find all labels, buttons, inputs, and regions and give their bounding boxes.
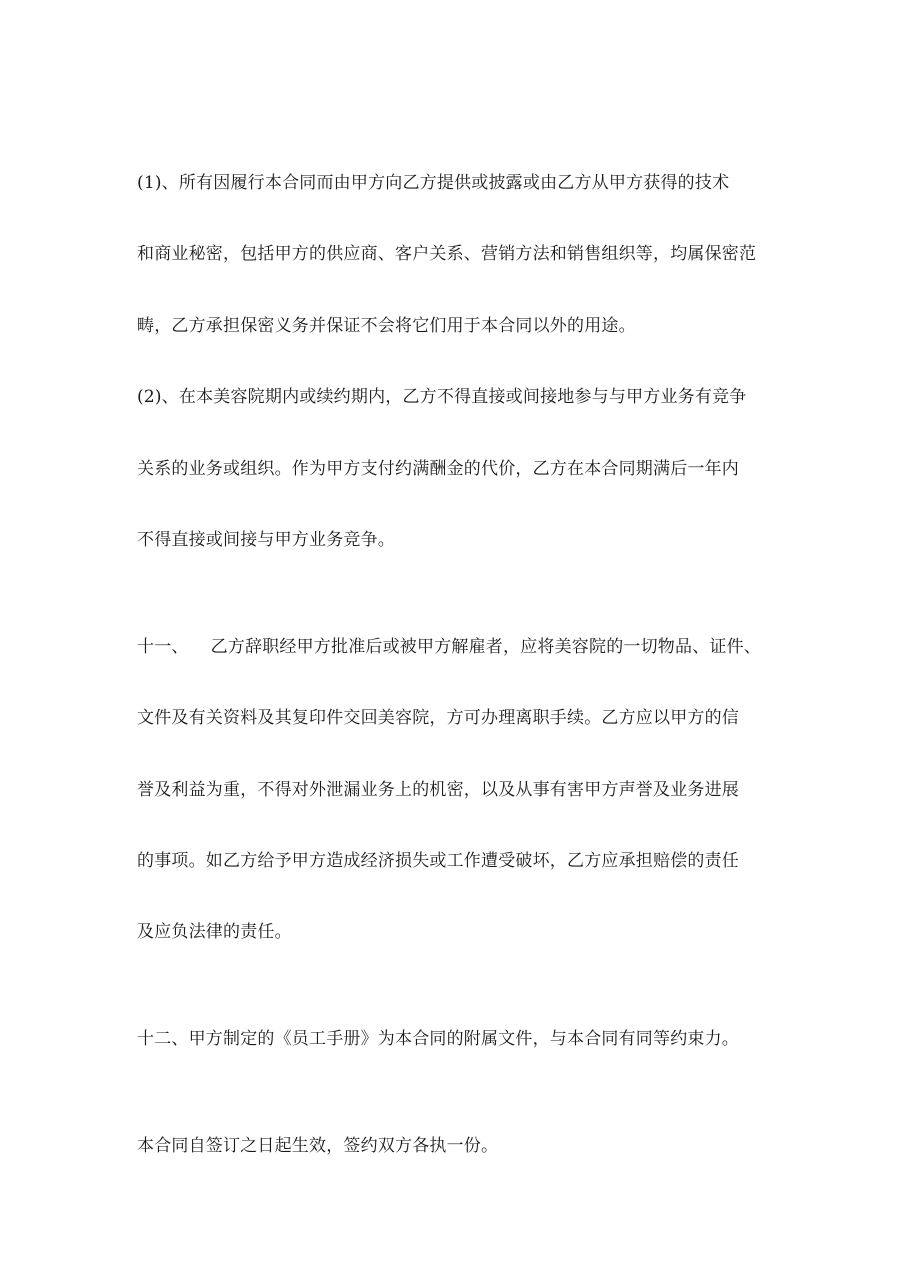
clause-10-item-1-line-2: 和商业秘密，包括甲方的供应商、客户关系、营销方法和销售组织等，均属保密范: [137, 244, 757, 264]
clause-10-item-2-line-1: (2)、在本美容院期内或续约期内，乙方不得直接或间接地参与与甲方业务有竞争: [137, 387, 747, 407]
clause-10-item-2-line-2: 关系的业务或组织。作为甲方支付约满酬金的代价，乙方在本合同期满后一年内: [137, 459, 739, 479]
clause-11-line-1-text: 乙方辞职经甲方批准后或被甲方解雇者，应将美容院的一切物品、证件、: [210, 637, 762, 657]
clause-12-line-1: 十二、甲方制定的《员工手册》为本合同的附属文件，与本合同有同等约束力。: [137, 1029, 739, 1049]
clause-11-line-5: 及应负法律的责任。: [137, 922, 292, 942]
clause-10-item-1-line-1: (1)、所有因履行本合同而由甲方向乙方提供或披露或由乙方从甲方获得的技术: [137, 173, 730, 193]
clause-11-number: 十一、: [137, 637, 189, 657]
clause-11-line-4: 的事项。如乙方给予甲方造成经济损失或工作遭受破坏，乙方应承担赔偿的责任: [137, 851, 739, 871]
closing-line-1: 本合同自签订之日起生效，签约双方各执一份。: [137, 1136, 499, 1156]
clause-11-line-1: [137, 636, 777, 658]
clause-10-item-1-line-3: 畴，乙方承担保密义务并保证不会将它们用于本合同以外的用途。: [137, 316, 636, 336]
clause-11-line-2: 文件及有关资料及其复印件交回美容院，方可办理离职手续。乙方应以甲方的信: [137, 708, 739, 728]
clause-10-item-2-line-3: 不得直接或间接与甲方业务竞争。: [137, 530, 395, 550]
clause-11-line-3: 誉及利益为重，不得对外泄漏业务上的机密，以及从事有害甲方声誉及业务进展: [137, 780, 739, 800]
